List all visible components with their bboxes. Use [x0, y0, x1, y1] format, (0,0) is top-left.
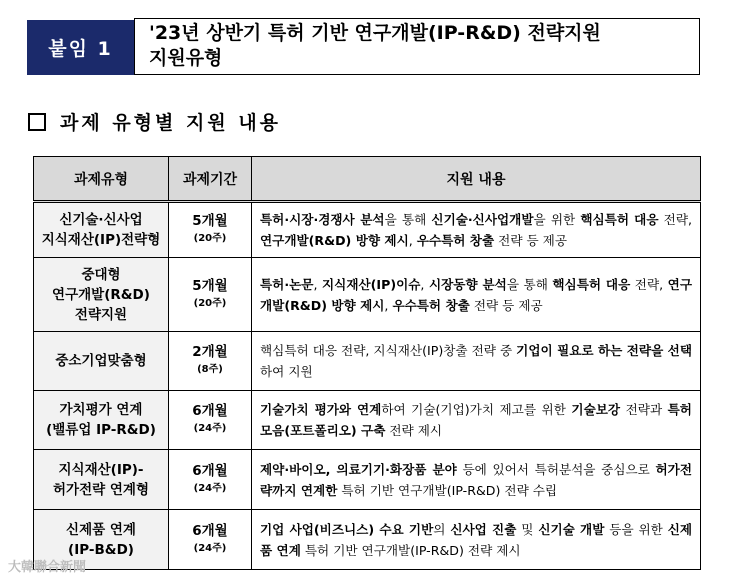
content-segment: ,	[313, 276, 322, 292]
content-bold-segment: 연구개발(R&D) 방향 제시	[260, 233, 409, 248]
period-months: 6개월	[192, 462, 228, 479]
checkbox-square-icon	[28, 113, 46, 131]
content-segment: ,	[408, 233, 417, 248]
content-segment: 전략 등 제공	[469, 297, 543, 313]
type-line: 신제품 연계	[66, 521, 136, 538]
content-segment: 을 위한	[533, 212, 581, 227]
content-segment: 하여 지원	[260, 364, 313, 379]
content-segment: 특허 기반 연구개발(IP-R&D) 전략 제시	[300, 542, 521, 558]
content-segment: ,	[420, 276, 429, 292]
cell-period	[169, 450, 252, 510]
period-weeks: (20주)	[193, 233, 227, 244]
table-row	[34, 391, 701, 450]
content-bold-segment: 기술가치 평가와 연계	[260, 402, 382, 417]
content-bold-segment: 신사업 진출	[450, 521, 517, 537]
content-bold-segment: 신기술·신사업개발	[431, 212, 534, 227]
watermark: 大韓聯合新聞	[8, 560, 87, 575]
type-line: 지식재산(IP)-	[58, 461, 144, 478]
content-segment: 하여 기술(기업)가치 제고를 위한	[381, 402, 572, 417]
type-line: 신기술·신사업	[59, 212, 143, 228]
table-header-row	[34, 157, 701, 202]
content-bold-segment: 우수특허 창출	[392, 297, 470, 313]
cell-type	[34, 450, 169, 510]
content-bold-segment: 특허·시장·경쟁사 분석	[260, 212, 385, 227]
header-period: 과제기간	[169, 157, 252, 202]
type-line: 허가전략 연계형	[53, 481, 149, 498]
content-segment: 을 통해	[506, 276, 553, 292]
cell-content	[252, 202, 701, 258]
cell-period	[169, 258, 252, 332]
cell-period	[169, 202, 252, 258]
attachment-badge: 붙임 1	[27, 20, 134, 75]
period-weeks: (24주)	[193, 482, 227, 494]
table-row	[34, 450, 701, 510]
period-weeks: (24주)	[193, 542, 227, 554]
type-line: 연구개발(R&D)	[52, 286, 150, 303]
header-type: 과제유형	[34, 157, 169, 202]
content-bold-segment: 핵심특허	[580, 212, 629, 227]
content-bold-segment: 핵심특허 대응	[552, 276, 631, 292]
period-months: 5개월	[192, 277, 228, 294]
title-line-2: 지원유형	[149, 47, 223, 69]
content-segment: 전략 등 제공	[494, 233, 567, 248]
content-bold-segment: 허가전략까지 연계한	[260, 461, 692, 498]
content-segment: 전략,	[658, 212, 692, 227]
cell-type	[34, 332, 169, 391]
cell-content	[252, 258, 701, 332]
period-weeks: (24주)	[193, 423, 227, 434]
content-segment: 특허 기반 연구개발(IP-R&D) 전략 수립	[337, 482, 558, 498]
period-months: 6개월	[192, 403, 228, 419]
content-segment: 전략,	[630, 276, 668, 292]
section-heading	[28, 108, 281, 135]
content-segment: 등을 위한	[604, 521, 668, 537]
cell-type	[34, 258, 169, 332]
content-segment: 전략 제시	[385, 423, 443, 438]
type-line: 전략지원	[74, 306, 128, 323]
cell-content	[252, 391, 701, 450]
content-bold-segment: 특허 모음(포트폴리오) 구축	[260, 402, 692, 438]
content-bold-segment: 신기술 개발	[538, 521, 605, 537]
content-bold-segment: 제약·바이오, 의료기기·화장품 분야	[260, 461, 457, 477]
type-line: 중대형	[81, 266, 121, 283]
content-segment: 의	[433, 521, 451, 537]
content-segment: ,	[384, 297, 393, 313]
content-bold-segment: 우수특허 창출	[416, 233, 495, 248]
content-segment: 핵심특허 대응 전략, 지식재산(IP)창출 전략 중	[260, 343, 517, 358]
content-bold-segment: 기술보강	[571, 402, 621, 417]
section-heading-text: 과제 유형별 지원 내용	[60, 112, 282, 134]
document-title-box	[134, 18, 700, 75]
cell-period	[169, 510, 252, 570]
table-row	[34, 258, 701, 332]
content-bold-segment: 기업이 필요로 하는 전략을 선택	[516, 343, 692, 358]
table-row	[34, 510, 701, 570]
cell-type	[34, 202, 169, 258]
table-row	[34, 332, 701, 391]
title-line-1: '23년 상반기 특허 기반 연구개발(IP-R&D) 전략지원	[149, 22, 601, 44]
period-months: 5개월	[192, 213, 228, 229]
content-bold-segment: 지식재산(IP)이슈	[321, 276, 421, 292]
type-line: 가치평가 연계	[59, 402, 143, 418]
content-segment: 전략과	[620, 402, 668, 417]
cell-type	[34, 391, 169, 450]
type-line: (IP-B&D)	[68, 541, 134, 558]
period-months: 2개월	[192, 344, 228, 360]
cell-period	[169, 332, 252, 391]
cell-content	[252, 510, 701, 570]
type-line: (밸류업 IP-R&D)	[46, 422, 156, 438]
content-bold-segment: 기업 사업(비즈니스) 수요 기반	[260, 521, 434, 537]
support-table	[33, 156, 701, 570]
type-line: 지식재산(IP)전략형	[41, 232, 161, 248]
cell-period	[169, 391, 252, 450]
content-bold-segment: 시장동향 분석	[428, 276, 507, 292]
cell-content	[252, 450, 701, 510]
content-bold-segment: 특허·논문	[260, 276, 314, 292]
period-weeks: (20주)	[193, 297, 227, 309]
content-bold-segment: 신제품 연계	[260, 521, 693, 558]
cell-content	[252, 332, 701, 391]
content-bold-segment: 대응	[634, 212, 659, 227]
header-content: 지원 내용	[252, 157, 701, 202]
period-months: 6개월	[192, 522, 228, 539]
period-weeks: (8주)	[197, 364, 223, 375]
type-line: 중소기업맞춤형	[55, 353, 147, 369]
content-segment: 을 통해	[384, 212, 432, 227]
content-segment: 및	[516, 521, 539, 537]
table-row	[34, 202, 701, 258]
content-bold-segment: 연구개발(R&D) 방향 제시	[260, 276, 692, 313]
content-segment: 등에 있어서 특허분석을 중심으로	[456, 461, 656, 477]
